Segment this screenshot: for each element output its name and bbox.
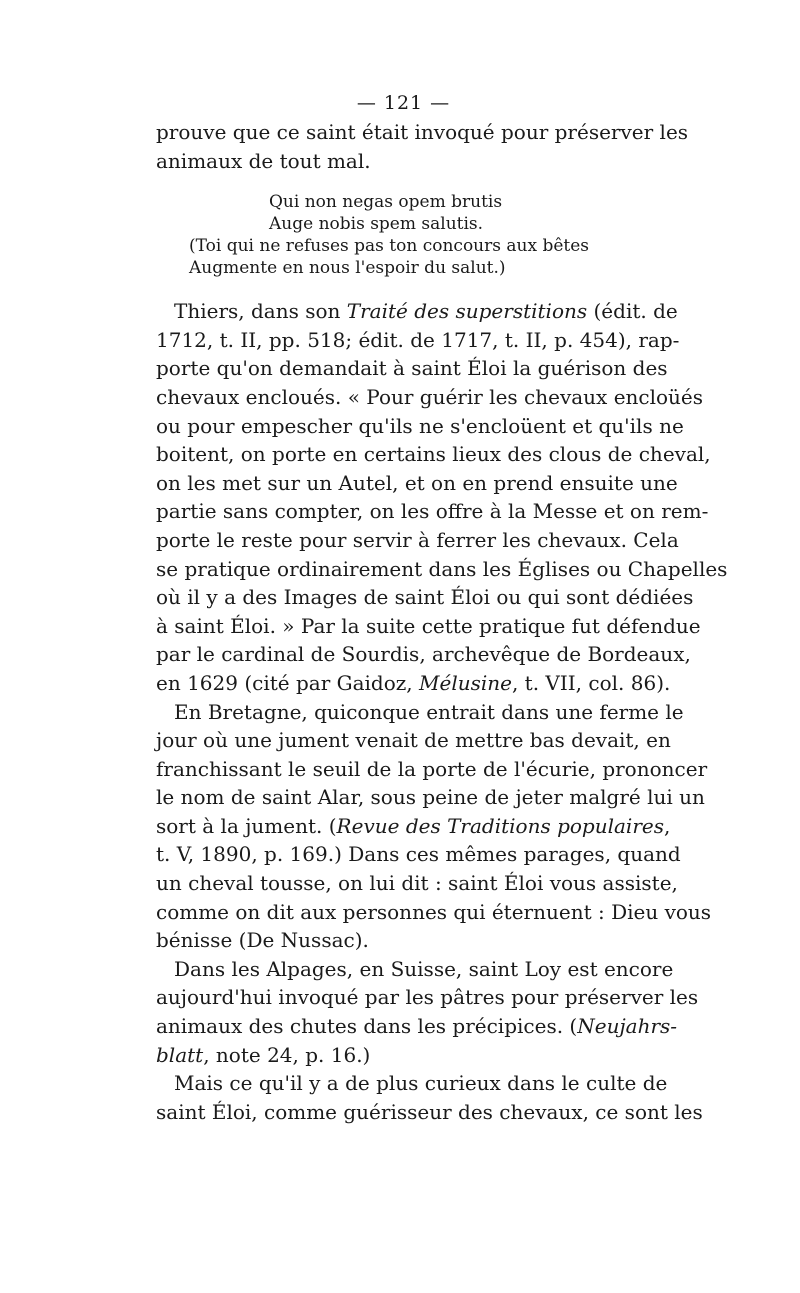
text-line [156,783,705,812]
intro-text [156,118,689,175]
text-line [156,497,709,526]
text-line [156,297,678,326]
text-line [156,726,671,755]
paragraph [156,1069,703,1126]
text-line: prouve que ce saint était invoqué pour préserver les [156,120,689,144]
text-line [156,412,684,441]
text-segment: porte le reste pour servir à ferrer les chevaux. Cela [156,527,679,552]
text-line [156,555,728,584]
page-number: — 121 — [356,92,451,114]
text-segment: chevaux encloués. « Pour guérir les chevaux encloüés [156,384,704,409]
text-segment: où il y a des Images de saint Éloi ou qui sont dédiées [156,585,694,610]
text-line [156,840,681,869]
text-line [156,983,699,1012]
text-segment: jour où une jument venait de mettre bas devait, en [156,728,671,753]
paragraph [156,297,728,697]
text-segment: on les met sur un Autel, et on en prend ensuite une [156,470,678,495]
text-segment: , note 24, p. 16.) [203,1042,371,1067]
verse-quotation [156,191,651,279]
text-segment: sort à la jument. ( [156,813,337,838]
text-line [156,583,694,612]
text-segment: le nom de saint Alar, sous peine de jeter malgré lui un [156,785,705,810]
italic-title: Neujahrs- [577,1014,678,1039]
italic-title: Mélusine [419,670,512,695]
text-segment: ou pour empescher qu'ils ne s'encloüent et qu'ils ne [156,413,684,438]
text-segment: boitent, on porte en certains lieux des clous de cheval, [156,442,711,467]
text-line [156,1098,703,1127]
text-segment: Thiers, dans son [174,299,347,324]
verse-line-latin: Auge nobis spem salutis. [269,214,484,235]
text-line [156,955,674,984]
text-segment: franchissant le seuil de la porte de l'écurie, prononcer [156,756,708,781]
text-line [156,1041,651,1070]
text-segment: à saint Éloi. » Par la suite cette pratique fut défendue [156,613,701,638]
text-line [156,926,651,955]
text-segment: , [663,813,671,838]
text-line: animaux de tout mal. [156,148,371,173]
text-line [156,326,680,355]
text-line [156,755,708,784]
text-segment: se pratique ordinairement dans les Églises ou Chapelles [156,556,728,581]
text-line [156,1069,668,1098]
italic-title: Revue des Traditions populaires [336,813,664,838]
text-segment: comme on dit aux personnes qui éternuent : Dieu vous [156,899,712,924]
text-segment: Dans les Alpages, en Suisse, saint Loy est encore [174,956,674,981]
italic-title: Traité des superstitions [346,299,588,324]
text-line [156,469,678,498]
text-segment: porte qu'on demandait à saint Éloi la guérison des [156,356,668,381]
text-segment: saint Éloi, comme guérisseur des chevaux, ce sont les [156,1099,703,1124]
text-line [156,440,711,469]
verse-line-french: Augmente en nous l'espoir du salut.) [189,258,506,279]
document-page [156,92,728,1126]
paragraph [156,698,712,955]
text-line [156,526,679,555]
text-line [156,612,701,641]
text-line [156,812,671,841]
text-line [156,669,671,698]
text-segment: bénisse (De Nussac). [156,928,369,953]
text-segment: en 1629 (cité par Gaidoz, [156,670,419,695]
text-line [156,640,691,669]
text-segment: Mais ce qu'il y a de plus curieux dans le culte de [174,1071,668,1096]
body-text [156,297,728,1126]
text-segment: aujourd'hui invoqué par les pâtres pour préserver les [156,985,699,1010]
text-segment: par le cardinal de Sourdis, archevêque de Bordeaux, [156,642,691,667]
text-segment: (édit. de [587,299,678,324]
text-segment: t. V, 1890, p. 169.) Dans ces mêmes parages, quand [156,842,681,867]
text-line [156,869,678,898]
text-segment: 1712, t. II, pp. 518; édit. de 1717, t. II, p. 454), rap- [156,327,680,352]
text-segment: En Bretagne, quiconque entrait dans une ferme le [174,699,684,724]
verse-line-french: (Toi qui ne refuses pas ton concours aux bêtes [189,236,590,257]
text-line [156,1012,678,1041]
verse-line-latin: Qui non negas opem brutis [269,192,503,213]
text-segment: partie sans compter, on les offre à la Messe et on rem- [156,499,709,524]
paragraph [156,955,699,1069]
text-line [156,698,684,727]
text-segment: , t. VII, col. 86). [511,670,671,695]
text-line [156,898,712,927]
text-segment: animaux des chutes dans les précipices. ( [156,1014,578,1039]
text-line [156,354,668,383]
text-segment: un cheval tousse, on lui dit : saint Éloi vous assiste, [156,871,678,896]
italic-title: blatt [156,1042,204,1067]
text-line [156,383,704,412]
